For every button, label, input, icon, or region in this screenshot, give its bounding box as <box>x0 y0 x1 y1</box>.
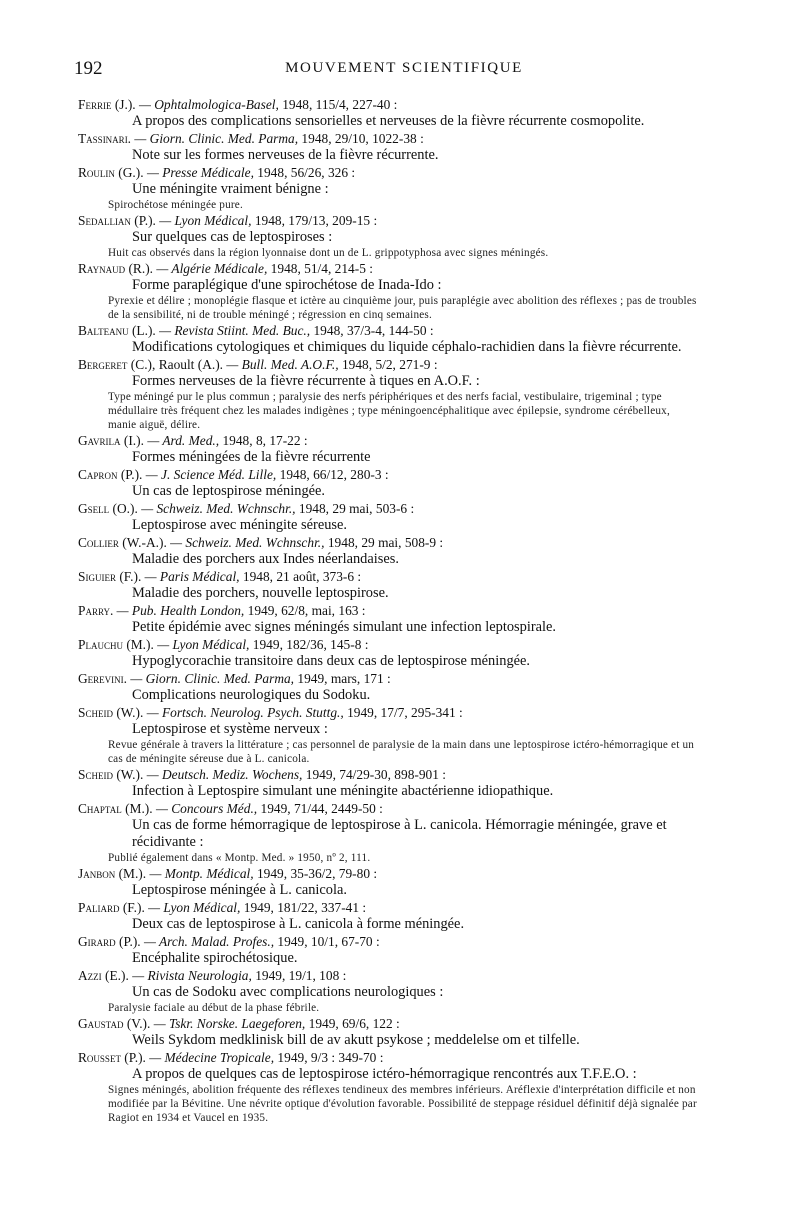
author-name: Sedallian <box>78 213 131 228</box>
running-title: MOUVEMENT SCIENTIFIQUE <box>285 60 523 76</box>
entry-citation-line <box>78 1049 698 1066</box>
entry-title: Encéphalite spirochétosique. <box>132 950 298 966</box>
author-name: Siguier <box>78 569 116 584</box>
journal-name: — Lyon Médical, <box>148 900 241 915</box>
initials: (C.), Raoult (A.). <box>130 357 224 372</box>
entry-title: A propos des complications sensorielles et nerveuses de la fièvre récurrente cosmopolite. <box>132 113 645 129</box>
citation-details: 1948, 115/4, 227-40 : <box>282 97 398 112</box>
bibliography-entry <box>78 212 698 260</box>
initials: (L.). <box>131 323 156 338</box>
bibliography-entry <box>78 865 698 899</box>
journal-name: — Ard. Med., <box>147 433 220 448</box>
entry-title: Hypoglycorachie transitoire dans deux cas de leptospirose méningée. <box>132 653 531 669</box>
entry-note: Publié également dans « Montp. Med. » 1950, nº 2, 111. <box>108 852 371 864</box>
author-name: Parry. <box>78 603 114 618</box>
entry-citation-line <box>78 636 698 653</box>
journal-name: — Giorn. Clinic. Med. Parma, <box>134 131 299 146</box>
entry-citation-line <box>78 96 698 113</box>
author-name: Ferrie <box>78 97 112 112</box>
bibliography-entry <box>78 1049 698 1125</box>
citation-details: 1948, 8, 17-22 : <box>222 433 308 448</box>
bibliography-entry <box>78 466 698 500</box>
citation-details: 1948, 21 août, 373-6 : <box>242 569 362 584</box>
entry-citation-line <box>78 164 698 181</box>
citation-details: 1949, mars, 171 : <box>297 671 391 686</box>
author-name: Gavrila <box>78 433 121 448</box>
entry-title: Maladie des porchers, nouvelle leptospirose. <box>132 585 389 601</box>
journal-name: — Schweiz. Med. Wchnschr., <box>141 501 296 516</box>
entry-title: Leptospirose avec méningite séreuse. <box>132 517 347 533</box>
entry-title: Un cas de Sodoku avec complications neurologiques : <box>132 984 444 1000</box>
journal-name: — Ophtalmologica-Basel, <box>139 97 279 112</box>
author-name: Plauchu <box>78 637 123 652</box>
entry-title: Deux cas de leptospirose à L. canicola à forme méningée. <box>132 916 465 932</box>
entry-title: Maladie des porchers aux Indes néerlandaises. <box>132 551 399 567</box>
page-header <box>74 58 734 86</box>
author-name: Gsell <box>78 501 110 516</box>
bibliography-entry <box>78 1015 698 1049</box>
citation-details: 1949, 9/3 : 349-70 : <box>277 1050 384 1065</box>
journal-name: — Presse Médicale, <box>146 165 254 180</box>
journal-name: — Giorn. Clinic. Med. Parma, <box>130 671 295 686</box>
bibliography-entry <box>78 602 698 636</box>
citation-details: 1949, 71/44, 2449-50 : <box>260 801 383 816</box>
initials: (M.). <box>126 637 154 652</box>
journal-name: — Deutsch. Mediz. Wochens, <box>146 767 303 782</box>
journal-name: — Paris Médical, <box>144 569 240 584</box>
citation-details: 1948, 5/2, 271-9 : <box>341 357 438 372</box>
entry-note: Pyrexie et délire ; monoplégie flasque et ictère au cinquième jour, puis paraplégie avec abolition des réflexes ; pas de troubles de la sensibilité, ni de trouble méningé ; régression en cinq semaines. <box>108 295 697 321</box>
author-name: Balteanu <box>78 323 129 338</box>
entry-title: Sur quelques cas de leptospiroses : <box>132 229 333 245</box>
entry-citation-line <box>78 602 698 619</box>
citation-details: 1948, 29/10, 1022-38 : <box>301 131 424 146</box>
bibliography-entry <box>78 534 698 568</box>
bibliography-entry <box>78 766 698 800</box>
entry-citation-line <box>78 260 698 277</box>
initials: (P.). <box>119 934 141 949</box>
journal-name: — Montp. Médical, <box>149 866 254 881</box>
citation-details: 1949, 182/36, 145-8 : <box>252 637 369 652</box>
bibliography-entry <box>78 260 698 322</box>
entry-note: Type méningé pur le plus commun ; paralysie des nerfs périphériques et des nerfs facial, vestibulaire, trigeminal ; type médullaire très fréquent chez les malades indigènes ; type méningoencéphalitique avec épilepsie, syndrome cérébelleux, manie aiguë, délire. <box>108 391 670 431</box>
author-name: Tassinari. <box>78 131 132 146</box>
citation-details: 1949, 62/8, mai, 163 : <box>247 603 366 618</box>
entry-title: Un cas de forme hémorragique de leptospirose à L. canicola. Hémorragie méningée, grave et récidivante : <box>132 817 667 850</box>
author-name: Janbon <box>78 866 116 881</box>
entry-title: A propos de quelques cas de leptospirose ictéro-hémorragique rencontrés aux T.F.E.O. : <box>132 1066 637 1082</box>
entry-citation-line <box>78 1015 698 1032</box>
entry-title: Un cas de leptospirose méningée. <box>132 483 326 499</box>
citation-details: 1949, 69/6, 122 : <box>308 1016 400 1031</box>
citation-details: 1948, 29 mai, 508-9 : <box>327 535 444 550</box>
entry-citation-line <box>78 130 698 147</box>
bibliography-list <box>78 96 698 1125</box>
initials: (M.). <box>125 801 153 816</box>
entry-title: Leptospirose et système nerveux : <box>132 721 328 737</box>
journal-name: — Lyon Médical, <box>159 213 252 228</box>
bibliography-entry <box>78 96 698 130</box>
journal-name: — Médecine Tropicale, <box>149 1050 275 1065</box>
bibliography-entry <box>78 636 698 670</box>
bibliography-entry <box>78 432 698 466</box>
entry-citation-line <box>78 432 698 449</box>
initials: (R.). <box>128 261 154 276</box>
initials: (O.). <box>112 501 138 516</box>
bibliography-entry <box>78 933 698 967</box>
citation-details: 1948, 56/26, 326 : <box>257 165 356 180</box>
bibliography-entry <box>78 800 698 865</box>
entry-title: Infection à Leptospire simulant une méningite abactérienne idiopathique. <box>132 783 554 799</box>
initials: (V.). <box>126 1016 151 1031</box>
entry-citation-line <box>78 704 698 721</box>
initials: (P.). <box>134 213 156 228</box>
entry-citation-line <box>78 500 698 517</box>
citation-details: 1948, 29 mai, 503-6 : <box>298 501 415 516</box>
bibliography-entry <box>78 322 698 356</box>
initials: (E.). <box>105 968 129 983</box>
author-name: Gaustad <box>78 1016 124 1031</box>
bibliography-entry <box>78 130 698 164</box>
entry-citation-line <box>78 670 698 687</box>
entry-note: Signes méningés, abolition fréquente des réflexes tendineux des membres inférieurs. Aréflexie d'interprétation difficile et non modifiée par la Bévitine. Une névrite optique d'évolution favorable. Possibilité de steppage résiduel définitif déjà signalée par Ragiot en 1934 et Vaucel en 1935. <box>108 1084 697 1124</box>
bibliography-entry <box>78 704 698 766</box>
bibliography-entry <box>78 164 698 212</box>
author-name: Collier <box>78 535 119 550</box>
entry-note: Paralysie faciale au début de la phase fébrile. <box>108 1002 320 1014</box>
journal-name: — Algérie Médicale, <box>156 261 268 276</box>
entry-citation-line <box>78 800 698 817</box>
citation-details: 1949, 19/1, 108 : <box>255 968 347 983</box>
entry-note: Spirochétose méningée pure. <box>108 199 243 211</box>
citation-details: 1949, 10/1, 67-70 : <box>277 934 380 949</box>
author-name: Raynaud <box>78 261 126 276</box>
entry-citation-line <box>78 466 698 483</box>
author-name: Paliard <box>78 900 120 915</box>
initials: (J.). <box>114 97 136 112</box>
initials: (I.). <box>123 433 144 448</box>
entry-title: Forme paraplégique d'une spirochétose de Inada-Ido : <box>132 277 442 293</box>
initials: (W.). <box>116 767 144 782</box>
author-name: Scheid <box>78 705 113 720</box>
journal-name: — Arch. Malad. Profes., <box>143 934 275 949</box>
bibliography-entry <box>78 670 698 704</box>
initials: (G.). <box>118 165 144 180</box>
entry-title: Formes nerveuses de la fièvre récurrente à tiques en A.O.F. : <box>132 373 480 389</box>
entry-citation-line <box>78 534 698 551</box>
citation-details: 1949, 35-36/2, 79-80 : <box>256 866 378 881</box>
entry-note: Huit cas observés dans la région lyonnaise dont un de L. grippotyphosa avec signes méningés. <box>108 247 549 259</box>
entry-citation-line <box>78 933 698 950</box>
initials: (W.). <box>116 705 144 720</box>
initials: (M.). <box>118 866 147 881</box>
author-name: Rousset <box>78 1050 121 1065</box>
entry-citation-line <box>78 356 698 373</box>
bibliography-entry <box>78 568 698 602</box>
entry-citation-line <box>78 865 698 882</box>
bibliography-entry <box>78 356 698 432</box>
bibliography-entry <box>78 899 698 933</box>
initials: (F.). <box>119 569 142 584</box>
citation-details: 1948, 37/3-4, 144-50 : <box>313 323 434 338</box>
page-number: 192 <box>74 58 103 79</box>
citation-details: 1948, 51/4, 214-5 : <box>270 261 373 276</box>
author-name: Azzi <box>78 968 102 983</box>
citation-details: 1948, 179/13, 209-15 : <box>254 213 378 228</box>
initials: (F.). <box>122 900 145 915</box>
author-name: Bergeret <box>78 357 128 372</box>
entry-note: Revue générale à travers la littérature ; cas personnel de paralysie de la main dans une leptospirose ictéro-hémorragique et un cas de méningite séreuse due à L. canicola. <box>108 739 695 765</box>
entry-citation-line <box>78 322 698 339</box>
journal-name: — Tskr. Norske. Laegeforen, <box>153 1016 306 1031</box>
author-name: Capron <box>78 467 118 482</box>
entry-citation-line <box>78 568 698 585</box>
journal-name: — Concours Méd., <box>155 801 258 816</box>
journal-name: — Pub. Health London, <box>116 603 245 618</box>
journal-name: — J. Science Méd. Lille, <box>145 467 277 482</box>
author-name: Chaptal <box>78 801 122 816</box>
entry-citation-line <box>78 212 698 229</box>
author-name: Gerevini. <box>78 671 128 686</box>
journal-name: — Fortsch. Neurolog. Psych. Stuttg., <box>146 705 344 720</box>
journal-name: — Revista Stiint. Med. Buc., <box>159 323 311 338</box>
entry-title: Une méningite vraiment bénigne : <box>132 181 329 197</box>
entry-title: Weils Sykdom medklinisk bill de av akutt psykose ; meddelelse om et tilfelle. <box>132 1032 580 1048</box>
initials: (P.). <box>124 1050 146 1065</box>
journal-name: — Rivista Neurologia, <box>132 968 252 983</box>
author-name: Scheid <box>78 767 113 782</box>
citation-details: 1949, 74/29-30, 898-901 : <box>305 767 447 782</box>
citation-details: 1948, 66/12, 280-3 : <box>279 467 389 482</box>
entry-citation-line <box>78 967 698 984</box>
journal-name: — Bull. Med. A.O.F., <box>226 357 339 372</box>
author-name: Roulin <box>78 165 115 180</box>
entry-title: Modifications cytologiques et chimiques du liquide céphalo-rachidien dans la fièvre récurrente. <box>132 339 682 355</box>
entry-citation-line <box>78 766 698 783</box>
entry-title: Petite épidémie avec signes méningés simulant une infection leptospirale. <box>132 619 557 635</box>
author-name: Girard <box>78 934 116 949</box>
bibliography-entry <box>78 500 698 534</box>
initials: (W.-A.). <box>122 535 167 550</box>
citation-details: 1949, 17/7, 295-341 : <box>347 705 463 720</box>
entry-title: Note sur les formes nerveuses de la fièvre récurrente. <box>132 147 439 163</box>
journal-name: — Lyon Médical, <box>157 637 250 652</box>
entry-title: Formes méningées de la fièvre récurrente <box>132 449 371 465</box>
entry-title: Leptospirose méningée à L. canicola. <box>132 882 347 898</box>
entry-citation-line <box>78 899 698 916</box>
bibliography-entry <box>78 967 698 1015</box>
citation-details: 1949, 181/22, 337-41 : <box>243 900 367 915</box>
journal-name: — Schweiz. Med. Wchnschr., <box>170 535 325 550</box>
initials: (P.). <box>120 467 143 482</box>
entry-title: Complications neurologiques du Sodoku. <box>132 687 371 703</box>
